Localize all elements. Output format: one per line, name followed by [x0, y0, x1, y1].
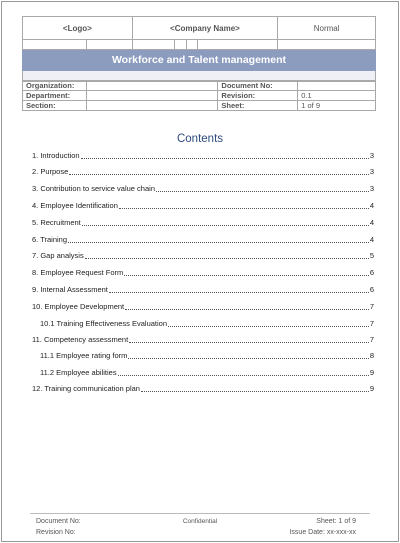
footer-revision-no: Revision No:: [36, 529, 76, 536]
toc-label: 5. Recruitment: [32, 218, 81, 227]
organization-value: [86, 81, 217, 91]
revision-value: 0.1: [298, 91, 376, 101]
toc-leader: [129, 334, 369, 343]
toc-label: 11.1 Employee rating form: [40, 351, 128, 360]
toc-entry[interactable]: [32, 383, 374, 395]
toc-leader: [85, 250, 369, 259]
toc-page: 3: [369, 184, 374, 193]
toc-label: 7. Gap analysis: [32, 251, 84, 260]
toc-label: 12. Training communication plan: [32, 384, 140, 393]
department-value: [86, 91, 217, 101]
toc-entry[interactable]: [32, 200, 374, 212]
toc-leader: [156, 183, 369, 192]
toc-label: 6. Training: [32, 235, 68, 244]
toc-label: 10.1 Training Effectiveness Evaluation: [40, 319, 168, 328]
toc-label: 3. Contribution to service value chain: [32, 184, 155, 193]
toc-leader: [118, 367, 369, 376]
toc-label: 10. Employee Development: [32, 302, 125, 311]
department-label: Department:: [23, 91, 87, 101]
toc-page: 3: [369, 167, 374, 176]
toc-page: 4: [369, 201, 374, 210]
toc-leader: [69, 166, 369, 175]
toc-label: 11.2 Employee abilities: [40, 368, 117, 377]
toc-subentry[interactable]: [40, 318, 374, 330]
sheet-label: Sheet:: [218, 101, 298, 111]
toc-page: 8: [369, 351, 374, 360]
toc-entry[interactable]: [32, 284, 374, 296]
toc-page: 9: [369, 384, 374, 393]
document-no-value: [298, 81, 376, 91]
toc-leader: [124, 267, 369, 276]
toc-page: 9: [369, 368, 374, 377]
toc-page: 7: [369, 302, 374, 311]
toc-label: 11. Competency assessment: [32, 335, 129, 344]
footer-document-no: Document No:: [36, 518, 81, 525]
toc-page: 5: [369, 251, 374, 260]
toc-entry[interactable]: [32, 166, 374, 178]
document-title: Workforce and Talent management: [23, 50, 376, 71]
toc-label: 8. Employee Request Form: [32, 268, 124, 277]
toc-label: 1. Introduction: [32, 151, 80, 160]
footer-issue-date: Issue Date: xx-xxx-xx: [289, 529, 356, 536]
toc-entry[interactable]: [32, 234, 374, 246]
toc-page: 3: [369, 151, 374, 160]
toc-page: 4: [369, 235, 374, 244]
logo-placeholder: <Logo>: [23, 17, 133, 40]
footer-sheet: Sheet: 1 of 9: [316, 518, 356, 525]
section-label: Section:: [23, 101, 87, 111]
toc-page: 7: [369, 319, 374, 328]
toc-page: 6: [369, 268, 374, 277]
document-header: [22, 16, 376, 82]
toc-entry[interactable]: [32, 183, 374, 195]
toc-leader: [68, 234, 369, 243]
toc-leader: [109, 284, 369, 293]
toc-leader: [168, 318, 369, 327]
toc-label: 9. Internal Assessment: [32, 285, 108, 294]
contents-heading: Contents: [176, 133, 224, 145]
toc-leader: [125, 301, 369, 310]
toc-page: 6: [369, 285, 374, 294]
toc-label: 4. Employee Identification: [32, 201, 118, 210]
toc-entry[interactable]: [32, 150, 374, 162]
toc-leader: [82, 217, 369, 226]
toc-entry[interactable]: [32, 217, 374, 229]
toc-leader: [81, 150, 369, 159]
toc-page: 7: [369, 335, 374, 344]
sheet-value: 1 of 9: [298, 101, 376, 111]
toc-entry[interactable]: [32, 250, 374, 262]
company-name: <Company Name>: [132, 17, 278, 40]
toc-subentry[interactable]: [40, 350, 374, 362]
status-label: Normal: [278, 17, 376, 40]
organization-label: Organization:: [23, 81, 87, 91]
revision-label: Revision:: [218, 91, 298, 101]
toc-entry[interactable]: [32, 267, 374, 279]
footer-confidential: Confidential: [182, 518, 218, 525]
toc-leader: [119, 200, 369, 209]
document-no-label: Document No:: [218, 81, 298, 91]
toc-subentry[interactable]: [40, 367, 374, 379]
toc-page: 4: [369, 218, 374, 227]
toc-leader: [141, 383, 369, 392]
footer-divider: [30, 513, 370, 514]
toc-leader: [128, 350, 368, 359]
toc-entry[interactable]: [32, 334, 374, 346]
document-info-table: [22, 80, 376, 111]
section-value: [86, 101, 217, 111]
toc-label: 2. Purpose: [32, 167, 69, 176]
toc-entry[interactable]: [32, 301, 374, 313]
